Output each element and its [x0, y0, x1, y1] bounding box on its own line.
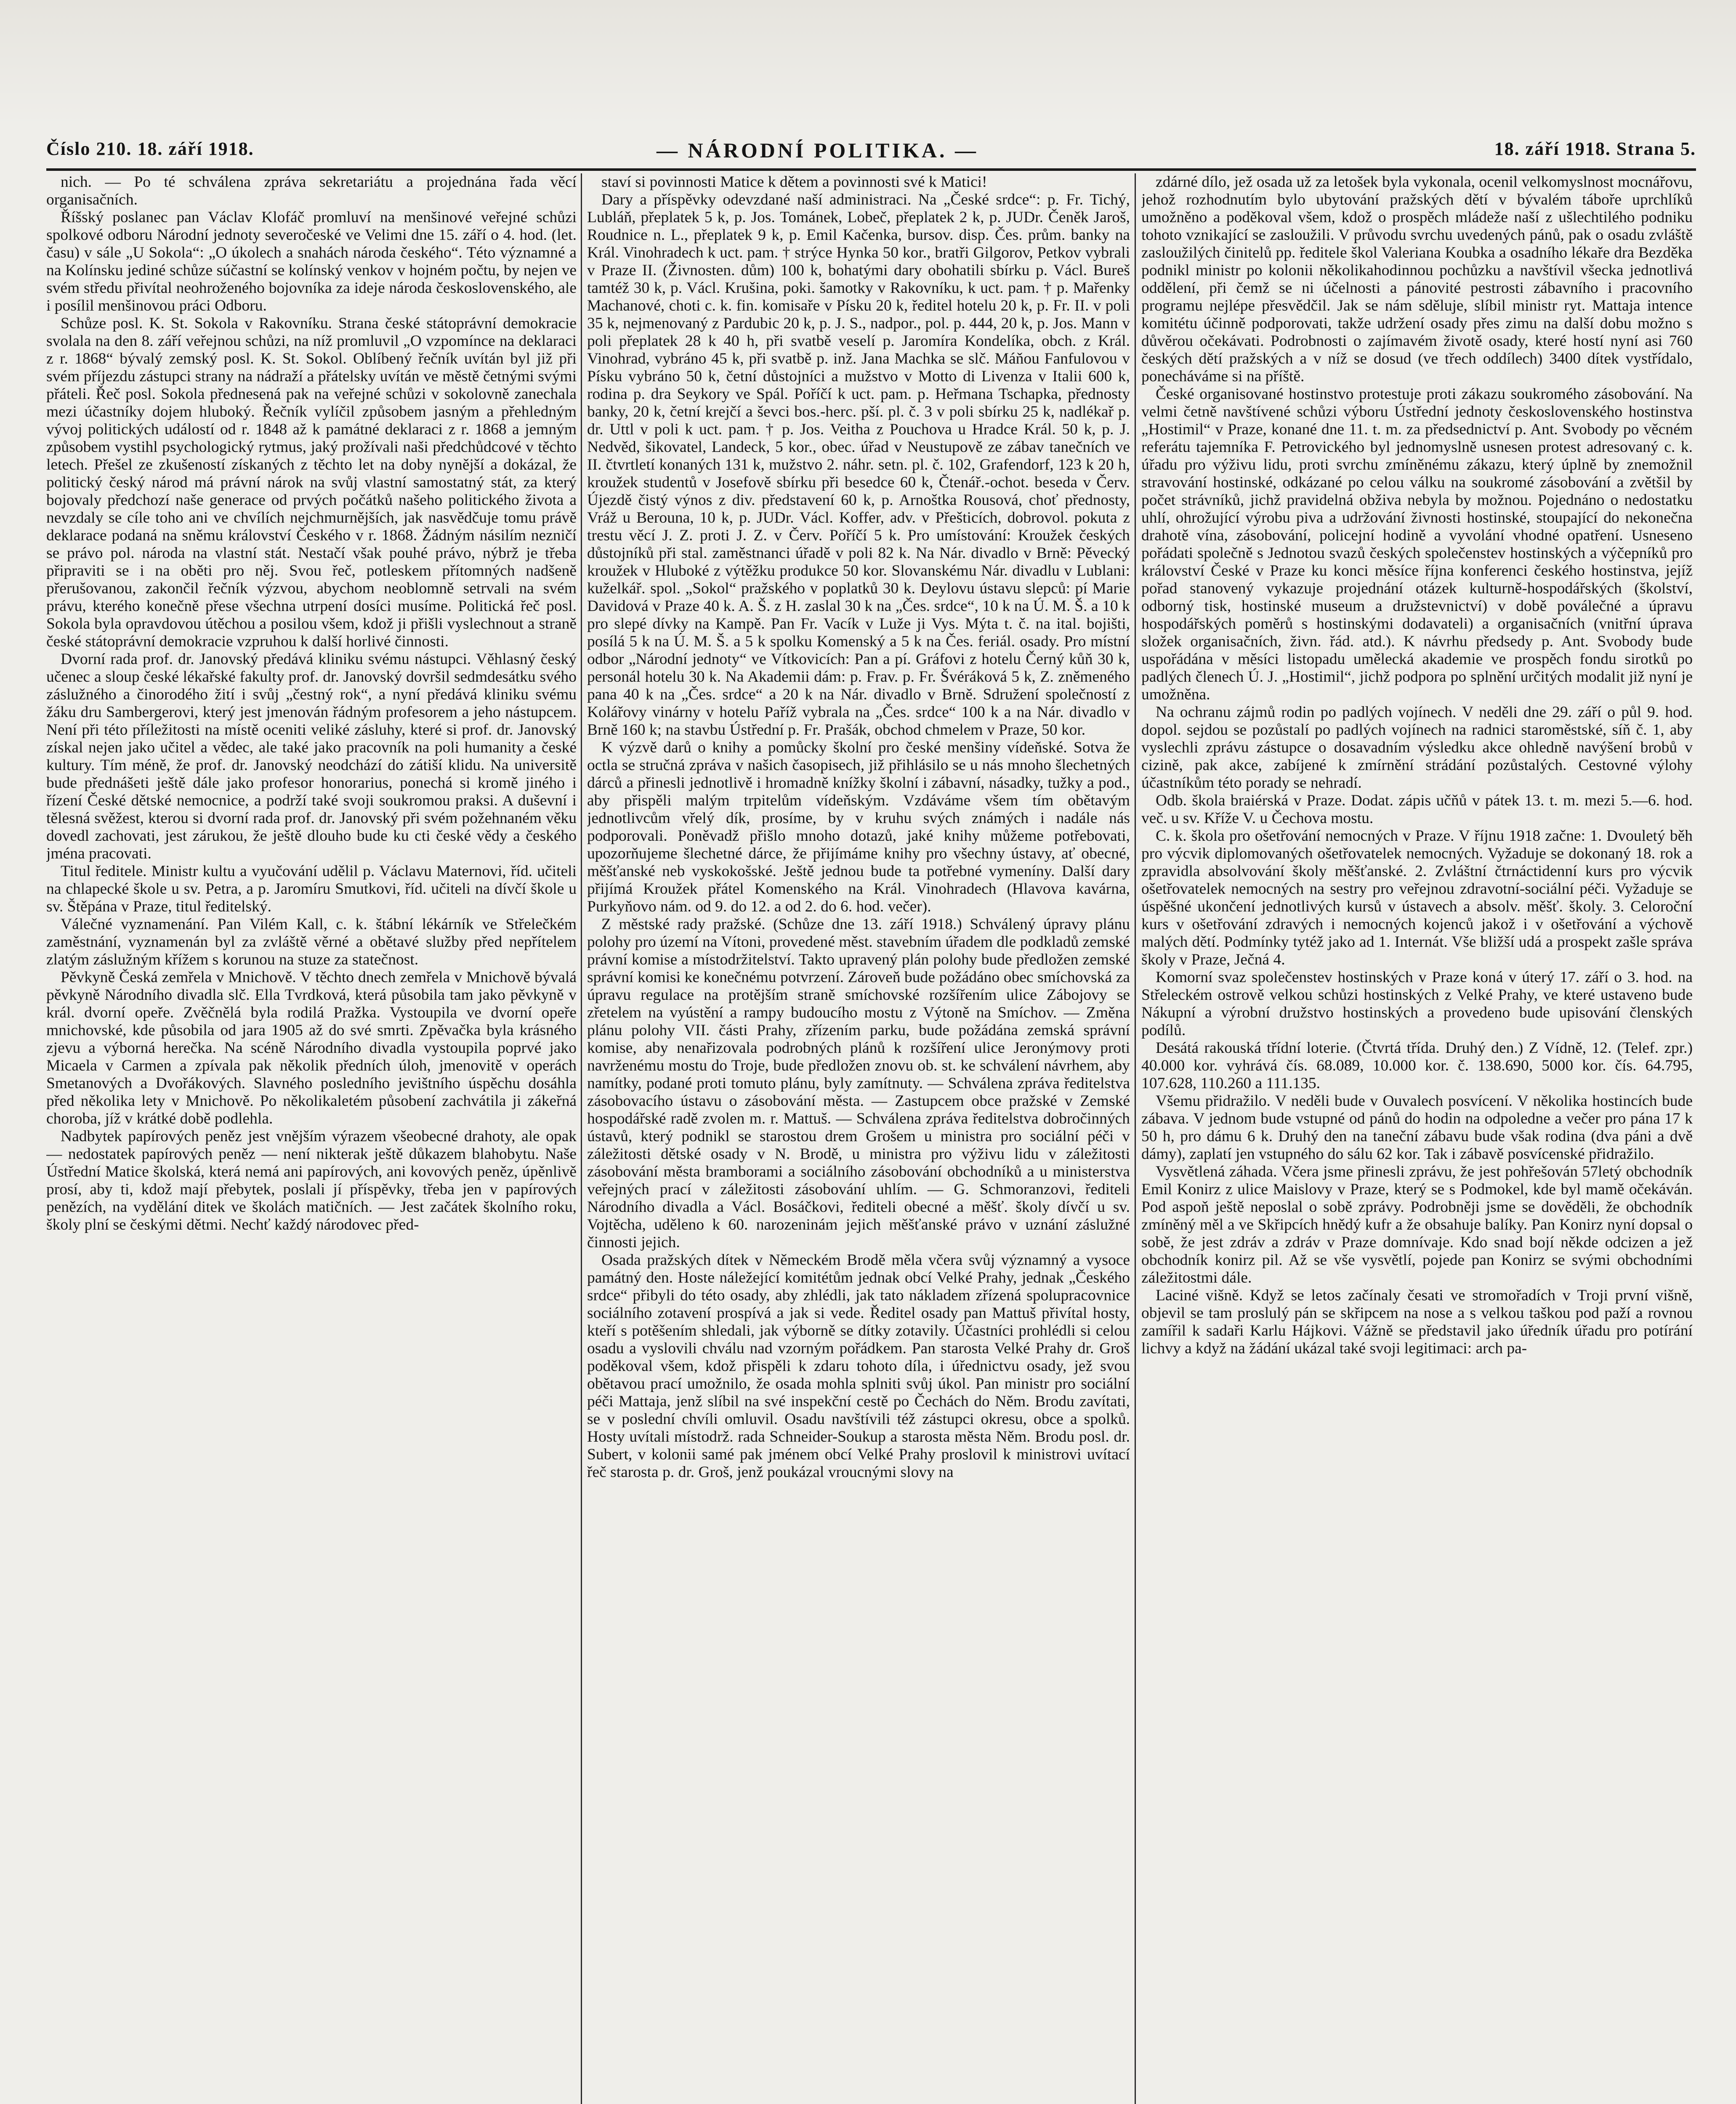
article-paragraph: Komorní svaz společenstev hostinských v Praze koná v úterý 17. září o 3. hod. na Střeleckém ostrově velkou schůzi hostinských z Velké Prahy, ve které ustaveno bude Nákupní a výrobní družstvo hostinských a provedeno bude upisování členských podílů.	[1141, 969, 1693, 1039]
article-paragraph: C. k. škola pro ošetřování nemocných v Praze. V říjnu 1918 začne: 1. Dvouletý běh pro výcvik diplomovaných ošetřovatelek nemocných. Vyžaduje se dokonaný 18. rok a zpravidla absolvování školy měšťanské. 2. Zvláštní čtrnáctidenní kurs pro výcvik ošetřovatelek nemocných na sestry pro veřejnou zdravotní-sociální péči. Vyžaduje se úspěšné ukončení jednotlivých kursů v ústavech a absolv. měšť. školy. 3. Celoroční kurs v ošetřování zdravých i nemocných kojenců jakož i v ošetřování a výchově malých dětí. Podmínky tytéž jako ad 1. Internát. Vše bližší udá a prospekt zašle správa školy v Praze, Ječná 4.	[1141, 827, 1693, 968]
article-paragraph: staví si povinnosti Matice k dětem a povinnosti své k Matici!	[601, 173, 987, 191]
date-and-page: 18. září 1918. Strana 5.	[1494, 138, 1696, 159]
article-paragraph: Vysvětlená záhada. Včera jsme přinesli zprávu, že jest pohřešován 57letý obchodník Emil Konirz z ulice Maislovy v Praze, který se s Podmokel, kde byl mamě očekáván. Pod aspoň ještě neposlal o sobě zprávy. Podrobněji jsme se dověděli, že obchodník zmíněný měl a ve Skřipcích hnědý kufr a že obsahuje balíky. Pan Konirz nyní dopsal o sobě, že jest zdráv a zdráv v Praze domnívaje. Kdo snad bojí někde odcizen a jež obchodník konirz pil. Až se vše vysvětlí, pojede pan Konirz se svými obchodními záležitostmi dále.	[1141, 1163, 1693, 1286]
article-paragraph: Nadbytek papírových peněz jest vnějším výrazem všeobecné drahoty, ale opak — nedostatek papírových peněz — není nikterak ještě důkazem blahobytu. Naše Ústřední Matice školská, která nemá ani papírových, ani kovových peněz, úpěnlivě prosí, aby ti, kdož mají přebytek, poslali jí příspěvky, třeba jen v papírových penězích, na vydělání ditek ve školách matičních. — Jest začátek školního roku, školy plní se českými dětmi. Nechť každý národovec před-	[46, 1128, 577, 1233]
issue-number: Číslo 210. 18. září 1918.	[46, 138, 254, 159]
article-paragraph: nich. — Po té schválena zpráva sekretariátu a projednána řada věcí organisačních.	[46, 173, 577, 208]
paper-discoloration	[0, 0, 1736, 126]
masthead-title: — NÁRODNÍ POLITIKA. —	[657, 138, 978, 162]
article-paragraph: K výzvě darů o knihy a pomůcky školní pro české menšiny vídeňské. Sotva že octla se stručná zpráva v našich časopisech, již přihlásilo se u nás mnoho šlechetných dárců a přinesli jednotlivě i hromadně knížky školní i zábavní, násadky, tužky a pod., aby přispěli malým trpitelům vídeňským. Vzdáváme všem tím obětavým jednotlivcům vřelý dík, prosíme, by v kruhu svých známých i nadále nás podporovali. Poněvadž přišlo mnoho dotazů, jaké knihy můžeme potřebovati, upozorňujeme šlechetné dárce, že přijímáme knihy pro všechny ústavy, ať obecné, měšťanské neb vyskokošské. Ještě jednou bude ta potřebné vymeníny. Další dary přijímá Kroužek přátel Komenského na Král. Vinohradech (Hlavova kavárna, Purkyňovo nám. od 9. do 12. a od 2. do 6. hod. večer).	[587, 739, 1130, 915]
article-paragraph: České organisované hostinstvo protestuje proti zákazu soukromého zásobování. Na velmi četně navštívené schůzi výboru Ústřední jednoty československého hostinstva „Hostimil“ v Praze, konané dne 11. t. m. za předsednictví p. Ant. Svobody po věcném referátu tajemníka F. Petrovického byl jednomyslně usnesen protest adresovaný c. k. úřadu pro výživu lidu, proti svrchu zmíněnému zákazu, který úplně by znemožnil stravování hostinské, odkázané po celou válku na soukromé zásobování a zvětšil by počet strávníků, jichž pravidelná obživa nebyla by možnou. Pojednáno o nedostatku uhlí, ohrožující výrobu piva a udržování živnosti hostinské, stoupající do nekonečna drahotě vína, zásobování, policejní hodině a vyvolání vhodné opatření. Usneseno pořádati společně s Jednotou svazů českých společenstev hostinských a výčepníků pro království České v Praze ku konci měsíce října konferenci českého hostinstva, jejíž pořad stanovený vykazuje projednání otázek kulturně-hospodářských (školství, odborný tisk, hostinské museum a družstevnictví) v době poválečné a úpravu hospodářských poměrů s hostinskými dodavateli) a organisačních (vnitřní úprava složek organisačních, živn. řád. atd.). K návrhu předsedy p. Ant. Svobody bude uspořádána v měsíci listopadu umělecká akademie ve prospěch fondu sirotků po padlých členech Ú. J. „Hostimil“, jichž podpora po splnění určitých modalit již nyní je umožněna.	[1141, 385, 1693, 703]
column-rule-2	[1135, 173, 1136, 2104]
page-header	[46, 134, 1696, 167]
column-rule-1	[581, 173, 582, 2104]
column-3	[1141, 173, 1693, 2104]
article-paragraph: Z městské rady pražské. (Schůze dne 13. září 1918.) Schválený úpravy plánu polohy pro území na Vítoni, provedené měst. stavebním úřadem dle podkladů zemské právní komise a místodržitelství. Takto upravený plán polohy bude předložen zemské správní komisi ke konečnému potvrzení. Zároveň bude požádáno obec smíchovská za úpravu regulace na protějším straně smíchovské rozšířením ulice Zábojovy se zřetelem na vyústění a rampy budoucího mostu z Výtoně na Smíchov. — Změna plánu polohy VII. části Prahy, zřízením parku, bude požádána zemská správní komise, aby nenařizovala podrobných plánů k rozšíření ulice Jeronýmovy proti navrženému mostu do Troje, bude předložen znovu ob. st. ke schválení návrhem, aby namítky, podané proti tomuto plánu, byly zamítnuty. — Schválena zpráva ředitelstva zásobovacího ústavu o zásobování města. — Zastupcem obce pražské v Zemské hospodářské radě zvolen m. r. Mattuš. — Schválena zpráva ředitelstva dobročinných ústavů, který podnikl se starostou drem Grošem u ministra pro sociální péči v záležitosti dětské osady v N. Brodě, u ministra pro výživu lidu v záležitosti zásobování města bramborami a sociálního zásobování obchodníků a u ministerstva veřejných prací v záležitosti zásobování uhlím. — G. Schmoranzovi, řediteli Národního divadla a Václ. Bosáčkovi, řediteli obecné a měšť. školy dívčí u sv. Vojtěcha, uděleno k 60. narozeninám jejich měšťanské právo v uznání záslužné činnosti jejich.	[587, 916, 1130, 1251]
header-rule	[46, 168, 1696, 171]
article-paragraph: Laciné višně. Když se letos začínaly česati ve stromořadích v Troji první višně, objevil se tam proslulý pán se skřipcem na nose a s velkou taškou pod paží a rovnou zamířil k sadaři Karlu Hájkovi. Vážně se představil jako úředník úřadu pro potírání lichvy a když na žádání ukázal také svoji legitimaci: arch pa-	[1141, 1287, 1693, 1357]
article-paragraph: Dary a příspěvky odevzdané naší administraci. Na „České srdce“: p. Fr. Tichý, Lubláň, přeplatek 5 k, p. Jos. Tománek, Lobeč, přeplatek 2 k, p. JUDr. Čeněk Jaroš, Roudnice n. L., přeplatek 9 k, p. Emil Kačenka, bursov. disp. Čes. prům. banky na Král. Vinohradech k uct. pam. † strýce Hynka 50 kor., bratři Gilgorov, Petkov vybrali v Praze II. (Živnosten. dům) 100 k, bohatými dary obohatili sbírku p. Václ. Bureš tamtéž 30 k, p. Václ. Krušina, poki. šamotky v Rakovníku, k uct. pam. † p. Mařenky Machanové, choti c. k. fin. komisaře v Písku 20 k, ředitel hotelu 20 k, p. Fr. II. v poli 35 k, nejmenovaný z Pardubic 20 k, p. J. S., nadpor., pol. p. 444, 20 k, p. Jos. Mann v poli přeplatek 28 k 40 h, při svatbě veselí p. Jaromíra Kondelíka, obch. z Král. Vinohrad, vybráno 45 k, při svatbě p. inž. Jana Machka se slč. Máňou Fanfulovou v Písku vybráno 50 k, četní důstojníci a mužstvo v Motto di Livenza v Italii 600 k, rodina p. dra Seykory ve Spál. Poříčí k uct. pam. p. Heřmana Tschapka, přednosty banky, 20 k, četní krejčí a ševci bos.-herc. pší. pl. č. 3 v poli sbírku 25 k, nadlékař p. dr. Uttl v poli k uct. pam. † p. Jos. Veitha z Pouchova u Hradce Král. 50 k, p. J. Nedvěd, šikovatel, Landeck, 5 kor., obec. úřad v Neustupově ze zábav tanečních ve II. čtvrtletí konaných 131 k, mužstvo 2. náhr. setn. pl. č. 102, Grafendorf, 123 k 20 h, kroužek studentů v Josefově sbírku při besedce 60 k, Čtenář.-ochot. beseda v Červ. Újezdě čistý výnos z div. představení 60 k, p. Arnoštka Rousová, choť přednosty, Vráž u Berouna, 10 k, p. JUDr. Václ. Koffer, adv. v Přešticích, dobrovol. pokuta z trestu věcí J. Z. proti J. Z. v Červ. Poříčí 5 k. Pro umístování: Kroužek českých důstojníků při stal. zaměstnanci úřadě v poli 82 k. Na Nár. divadlo v Brně: Pěvecký kroužek v Hluboké z výtěžku produkce 50 kor. Slovanskému Nár. divadlu v Lublani: kuželkář. spol. „Sokol“ pražského v poplatků 30 k. Deylovu ústavu slepců: pí Marie Davidová v Praze 40 k. A. Š. z H. zaslal 30 k na „Čes. srdce“, 10 k na Ú. M. Š. a 10 k pro slepé dívky na Kampě. Pan Fr. Vacík v Luže ji Vys. Mýta t. č. na ital. bojišti, posílá 5 k na Ú. M. Š. a 5 k spolku Komenský a 5 k na Čes. feriál. osady. Pro místní odbor „Národní jednoty“ ve Vítkovicích: Pan a pí. Gráfovi z hotelu Černý kůň 30 k, personál hotelu 30 k. Na Akademii dám: p. Frav. p. Fr. Švéráková 5 k, Z. zněmeného pana 40 k na „Čes. srdce“ a 20 k na Nár. divadlo v Brně. Sdružení společností z Kolářovy vinárny v hotelu Paříž vybrala na „Čes. srdce“ 100 k a na Nár. divadlo v Brně 160 k; na stavbu Ústřední p. Fr. Prašák, obchod chmelem v Praze, 50 kor.	[587, 191, 1130, 739]
article-paragraph: Titul ředitele. Ministr kultu a vyučování udělil p. Václavu Maternovi, říd. učiteli na chlapecké škole u sv. Petra, a p. Jaromíru Smutkovi, říd. učiteli na dívčí škole u sv. Štěpána v Praze, titul ředitelský.	[46, 863, 577, 915]
column-2	[587, 173, 1130, 2104]
article-paragraph: Desátá rakouská třídní loterie. (Čtvrtá třída. Druhý den.) Z Vídně, 12. (Telef. zpr.) 40.000 kor. vyhrává čís. 68.089, 10.000 kor. č. 138.690, 5000 kor. čís. 64.795, 107.628, 110.260 a 111.135.	[1141, 1039, 1693, 1092]
article-paragraph: Pěvkyně Česká zemřela v Mnichově. V těchto dnech zemřela v Mnichově bývalá pěvkyně Národního divadla slč. Ella Tvrdková, která působila tam jako pěvkyně v král. dvorní opeře. Zvěčnělá byla rodilá Pražka. Vystoupila ve dvorní opeře mnichovské, kde působila od jara 1905 až do své smrti. Zpěvačka byla krásného zjevu a výborná herečka. Na scéně Národního divadla vystoupila poprvé jako Micaela v Carmen a zpívala pak několik předních úloh, jmenovitě v operách Smetanových a Dvořákových. Slavného posledního jevištního úspěchu dosáhla před několika lety v Mnichově. Po několikaletém působení zachvátila ji zákeřná choroba, jíž v krátké době podlehla.	[46, 969, 577, 1127]
article-paragraph: Všemu přidražilo. V neděli bude v Ouvalech posvícení. V několika hostincích bude zábava. V jednom bude vstupné od pánů do hodin na odpoledne a večer pro pána 17 k 50 h, pro dámu 6 k. Druhý den na taneční zábavu bude však rodina (dva páni a dvě dámy), zaplatí jen vstupného do sálu 62 kor. Tak i zábavě posvícenské přidražilo.	[1141, 1092, 1693, 1163]
article-paragraph: Říšský poslanec pan Václav Klofáč promluví na menšinové veřejné schůzi spolkové odboru Národní jednoty severočeské ve Velimi dne 15. září o 4. hod. (let. času) v sále „U Sokola“: „O úkolech a snahách národa českého“. Této významné a na Kolínsku jediné schůze súčastní se kolínský venkov v hojném počtu, by nejen ve svém středu přivítal neohroženého bojovníka za ideje národa československého, ale i posílil menšinovou práci Odboru.	[46, 209, 577, 314]
article-paragraph: Válečné vyznamenání. Pan Vilém Kall, c. k. štábní lékárník ve Střelečkém zaměstnání, vyznamenán byl za zvláště věrné a obětavé služby před nepřítelem zlatým záslužným křížem s korunou na stuze za statečnost.	[46, 916, 577, 968]
article-paragraph: Dvorní rada prof. dr. Janovský předává kliniku svému nástupci. Věhlasný český učenec a sloup české lékařské fakulty prof. dr. Janovský dovršil sedmdesátku svého záslužného a činorodého žití i svůj „čestný rok“, a nyní předává kliniku svému žáku dru Sambergerovi, který jest jmenován řádným profesorem a jeho nástupcem. Není při této příležitosti na místě oceniti veliké zásluhy, které si prof. dr. Janovský získal nejen jako učitel a vědec, ale také jako pracovník na poli humanity a české kultury. Tím méně, že prof. dr. Janovský neodchází do zátiší klidu. Na universitě bude přednášeti ještě dále jako profesor honorarius, ponechá si kromě jiného i řízení České dětské nemocnice, a podrží také svoji soukromou praksi. A duševní i tělesná svěžest, kterou si dvorní rada prof. dr. Janovský při svém požehnaném věku dovedl zachovati, jest zárukou, že ještě dlouho bude ku cti české vědy a českého jména pracovati.	[46, 651, 577, 862]
article-paragraph: Osada pražských dítek v Německém Brodě měla včera svůj významný a vysoce památný den. Hoste náležející komitétům jednak obcí Velké Prahy, jednak „Českého srdce“ přibyli do této osady, aby zhlédli, jak tato nákladem zřízená spolupracovnice sociálního zotavení prospívá a jak si vede. Ředitel osady pan Mattuš přivítal hosty, kteří s potěšením shledali, jak výborně se dítky zotavily. Účastníci prohlédli si celou osadu a vyslovili chválu nad vzorným pořádkem. Pan starosta Velké Prahy dr. Groš poděkoval všem, kdož přispěli k zdaru tohoto díla, i úřednictvu osady, jež svou obětavou prací umožnilo, že osada mohla splniti svůj úkol. Pan ministr pro sociální péči Mattaja, jenž slíbil na své inspekční cestě po Čechách do Něm. Brodu zavítati, se v poslední chvíli omluvil. Osadu navštívili též zástupci okresu, obce a spolků. Hosty uvítali místodrž. rada Schneider-Soukup a starosta města Něm. Brodu posl. dr. Subert, v kolonii samé pak jménem obcí Velké Prahy proslovil k ministrovi uvítací řeč starosta p. dr. Groš, jenž poukázal vroucnými slovy na	[587, 1251, 1130, 1481]
article-paragraph: Schůze posl. K. St. Sokola v Rakovníku. Strana české státoprávní demokracie svolala na den 8. září veřejnou schůzi, na níž promluvil „O vzpomínce na deklaraci z r. 1868“ bývalý zemský posl. K. St. Sokol. Oblíbený řečník uvítán byl již při svém příjezdu zástupci strany na nádraží a přátelsky uvítán ve městě četnými svými přáteli. Řeč posl. Sokola přednesená pak na veřejné schůzi v sokolovně zanechala mezi účastníky dojem hluboký. Řečník vylíčil způsobem jasným a přehledným vývoj politických událostí od r. 1848 až k památné deklaraci z r. 1868 a jemným způsobem vystihl psychologický rytmus, jaký prožívali naši předchůdcové v těchto letech. Přešel ze zkušeností získaných z těchto let na doby nynější a dokázal, že politický český národ má právní nárok na svůj vlastní samostatný stát, za který bojovaly předchozí naše generace od prvých počátků našeho politického života a nevzdaly se cíle toho ani ve chvílích nejchmurnějších, jak nasvědčuje tomu právě deklarace podaná na sněmu království Českého v r. 1868. Žádným násilím nezničí se právo pol. národa na vlastní stát. Nestačí však pouhé právo, nýbrž je třeba připraviti se i na oběti pro něj. Svou řeč, potleskem přítomných nadšeně přerušovanou, zakončil řečník výzvou, abychom neoblomně setrvali na svém právu, kterého konečně přese všechna utrpení dosíci musíme. Politická řeč posl. Sokola byla opravdovou útěchou a posilou všem, kdož ji přišli vyslechnout a straně české státoprávní demokracie vzpruhou k další horlivé činnosti.	[46, 315, 577, 650]
article-paragraph: zdárné dílo, jež osada už za letošek byla vykonala, ocenil velkomyslnost mocnářovu, jehož rozhodnutím bylo ubytování pražských dětí v bývalém táboře uprchlíků umožněno a poděkoval všem, kdož o prospěch mládeže naší z ušlechtilého podniku tohoto vznikající se zasloužili. V průvodu svrchu uvedených pánů, pak o osadu zvláště zasloužilých činitelů pp. ředitele škol Valeriana Koubka a osadního lékaře dra Bezděka podnikl ministr po kolonii několikahodinnou pochůzku a navštívil všecka jednotlivá oddělení, při čemž se ni účelnosti a pánovité pestrosti zábavního i pracovního programu nejlépe přesvědčil. Jak se nám sděluje, slíbil ministr ryt. Mattaja intence komitétu účinně podporovati, takže udržení osady přes zimu na další dobu možno s důvěrou očekávati. Podrobnosti o zajímavém životě osady, které hostí nyní asi 760 českých dětí pražských a v níž se dosud (ve třech oddílech) 3400 dítek vystřídalo, ponecháváme si na příště.	[1141, 173, 1693, 385]
article-paragraph: Odb. škola braiérská v Praze. Dodat. zápis učňů v pátek 13. t. m. mezi 5.—6. hod. več. u sv. Kříže V. u Čechova mostu.	[1141, 792, 1693, 827]
article-paragraph: Na ochranu zájmů rodin po padlých vojínech. V neděli dne 29. září o půl 9. hod. dopol. sejdou se pozůstalí po padlých vojínech na radnici staroměstské, síň č. 1, aby vyslechli zprávu zástupce o dosavadním výsledku akce ohledně navýšení brobů v cizině, pak akce, zabíjené k zmírnění strádání pozůstalých. Cestovné výlohy účastníkům této porady se nehradí.	[1141, 704, 1693, 792]
column-1	[46, 173, 577, 2104]
